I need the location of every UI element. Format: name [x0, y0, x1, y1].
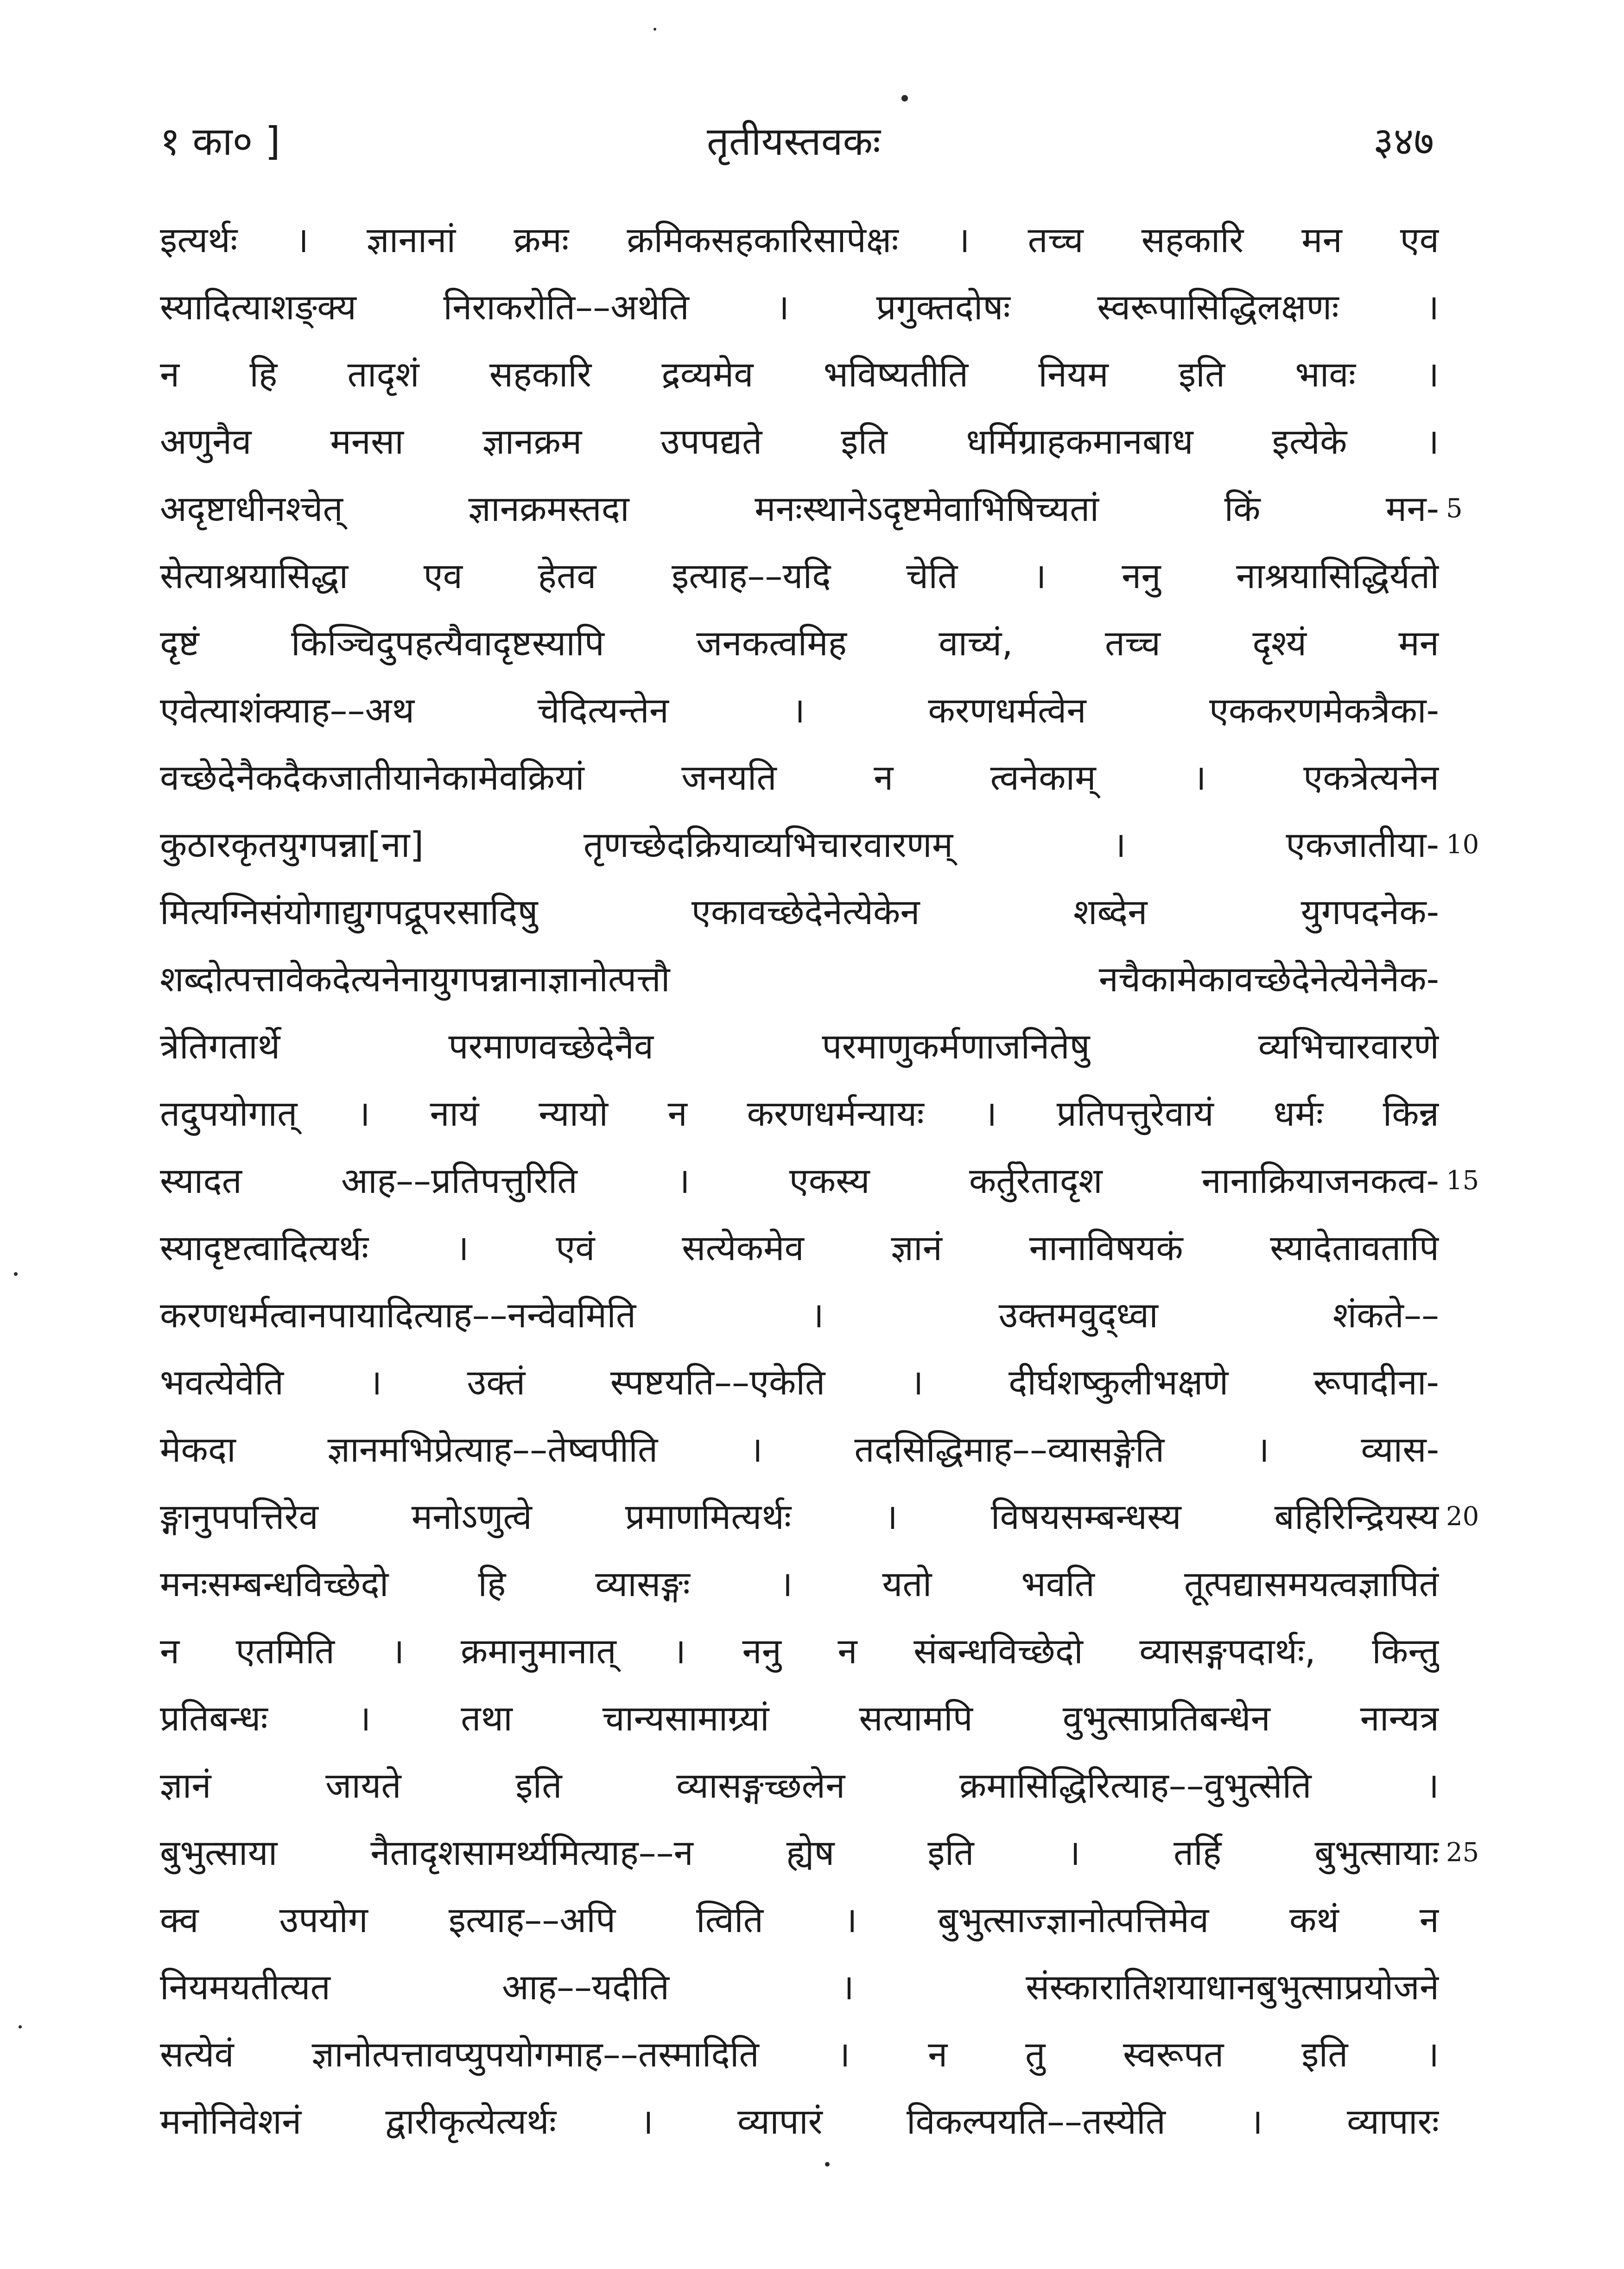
text-line: स्यादत आह––प्रतिपत्तुरिति । एकस्य कर्तुरेतादृश नानाक्रियाजनकत्व-	[160, 1160, 1439, 1201]
text-line: मित्यग्निसंयोगाद्युगपद्रूपरसादिषु एकावच्छेदेनेत्येकेन शब्देन युगपदनेक-	[160, 891, 1439, 932]
line-number: 25	[1446, 1838, 1479, 1868]
text-line: इत्यर्थः । ज्ञानानां क्रमः क्रमिकसहकारिसापेक्षः । तच्च सहकारि मन एव	[160, 219, 1439, 260]
text-line: दृष्टं किञ्चिदुपहत्यैवादृष्टस्यापि जनकत्वमिह वाच्यं, तच्च दृश्यं मन	[160, 622, 1439, 664]
text-line: एवेत्याशंक्याह––अथ चेदित्यन्तेन । करणधर्मत्वेन एककरणमेकत्रैका-	[160, 690, 1439, 731]
text-line: न हि तादृशं सहकारि द्रव्यमेव भविष्यतीति नियम इति भावः ।	[160, 354, 1439, 395]
print-speck	[19, 2025, 22, 2028]
text-line: मनःसम्बन्धविच्छेदो हि व्यासङ्गः । यतो भवति तूत्पद्यासमयत्वज्ञापितं	[160, 1563, 1439, 1604]
text-line: क्व उपयोग इत्याह––अपि त्विति । बुभुत्साज्ज्ञानोत्पत्तिमेव कथं न	[160, 1899, 1439, 1940]
print-speck	[14, 1272, 18, 1276]
text-line: ज्ञानं जायते इति व्यासङ्गच्छलेन क्रमासिद्धिरित्याह––वुभुत्सेति ।	[160, 1765, 1439, 1806]
line-number: 5	[1446, 494, 1463, 524]
print-speck	[653, 28, 656, 31]
line-number: 15	[1446, 1166, 1479, 1196]
page-number: ३४७	[1373, 119, 1434, 164]
text-line: सत्येवं ज्ञानोत्पत्तावप्युपयोगमाह––तस्मादिति । न तु स्वरूपत इति ।	[160, 2034, 1439, 2075]
text-line: न एतमिति । क्रमानुमानात् । ननु न संबन्धविच्छेदो व्यासङ्गपदार्थः, किन्तु	[160, 1630, 1439, 1672]
text-line: नियमयतीत्यत आह––यदीति । संस्कारातिशयाधानबुभुत्साप्रयोजने	[160, 1966, 1439, 2008]
text-line: तदुपयोगात् । नायं न्यायो न करणधर्मन्यायः । प्रतिपत्तुरेवायं धर्मः किन्न	[160, 1093, 1439, 1134]
text-line: कुठारकृतयुगपन्ना[ना] तृणच्छेदक्रियाव्यभिचारवारणम् । एकजातीया-	[160, 824, 1439, 865]
text-line: स्यादित्याशङ्क्य निराकरोति––अथेति । प्रगुक्तदोषः स्वरूपासिद्धिलक्षणः ।	[160, 286, 1439, 328]
text-line: भवत्येवेति । उक्तं स्पष्टयति––एकेति । दीर्घशष्कुलीभक्षणे रूपादीना-	[160, 1362, 1439, 1403]
text-line: वच्छेदेनैकदैकजातीयानेकामेवक्रियां जनयति न त्वनेकाम् । एकत्रेत्यनेन	[160, 757, 1439, 798]
line-number: 20	[1446, 1502, 1479, 1532]
commentary-text	[160, 206, 1439, 2155]
text-line: मनोनिवेशनं द्वारीकृत्येत्यर्थः । व्यापारं विकल्पयति––तस्येति । व्यापारः	[160, 2101, 1439, 2142]
print-speck	[825, 2162, 830, 2167]
header-title: तृतीयस्तवकः	[707, 119, 881, 164]
text-line: करणधर्मत्वानपायादित्याह––नन्वेवमिति । उक्तमवुद्ध्वा शंकते––	[160, 1294, 1439, 1336]
text-line: बुभुत्साया नैतादृशसामर्थ्यमित्याह––न ह्येष इति । तर्हि बुभुत्सायाः	[160, 1832, 1439, 1873]
header-section-label: १ का० ]	[160, 119, 280, 164]
text-line: प्रतिबन्धः । तथा चान्यसामाग्र्यां सत्यामपि वुभुत्साप्रतिबन्धेन नान्यत्र	[160, 1698, 1439, 1739]
text-line: अणुनैव मनसा ज्ञानक्रम उपपद्यते इति धर्मिग्राहकमानबाध इत्येके ।	[160, 421, 1439, 462]
text-line: शब्दोत्पत्तावेकदेत्यनेनायुगपन्नानाज्ञानोत्पत्तौ नचैकामेकावच्छेदेनेत्येनेनैक-	[160, 958, 1439, 1000]
text-line: त्रेतिगतार्थे परमाणवच्छेदेनैव परमाणुकर्मणाजनितेषु व्यभिचारवारणे	[160, 1026, 1439, 1067]
text-line: अदृष्टाधीनश्चेत् ज्ञानक्रमस्तदा मनःस्थानेऽदृष्टमेवाभिषिच्यतां किं मन-	[160, 488, 1439, 529]
line-number: 10	[1446, 830, 1479, 860]
text-line: स्यादृष्टत्वादित्यर्थः । एवं सत्येकमेव ज्ञानं नानाविषयकं स्यादेतावतापि	[160, 1227, 1439, 1268]
text-line: सेत्याश्रयासिद्धा एव हेतव इत्याह––यदि चेति । ननु नाश्रयासिद्धिर्यतो	[160, 555, 1439, 596]
text-line: ङ्गानुपपत्तिरेव मनोऽणुत्वे प्रमाणमित्यर्थः । विषयसम्बन्धस्य बहिरिन्द्रियस्य	[160, 1496, 1439, 1537]
text-line: मेकदा ज्ञानमभिप्रेत्याह––तेष्वपीति । तदसिद्धिमाह––व्यासङ्गेति । व्यास-	[160, 1429, 1439, 1470]
print-speck	[901, 95, 908, 101]
